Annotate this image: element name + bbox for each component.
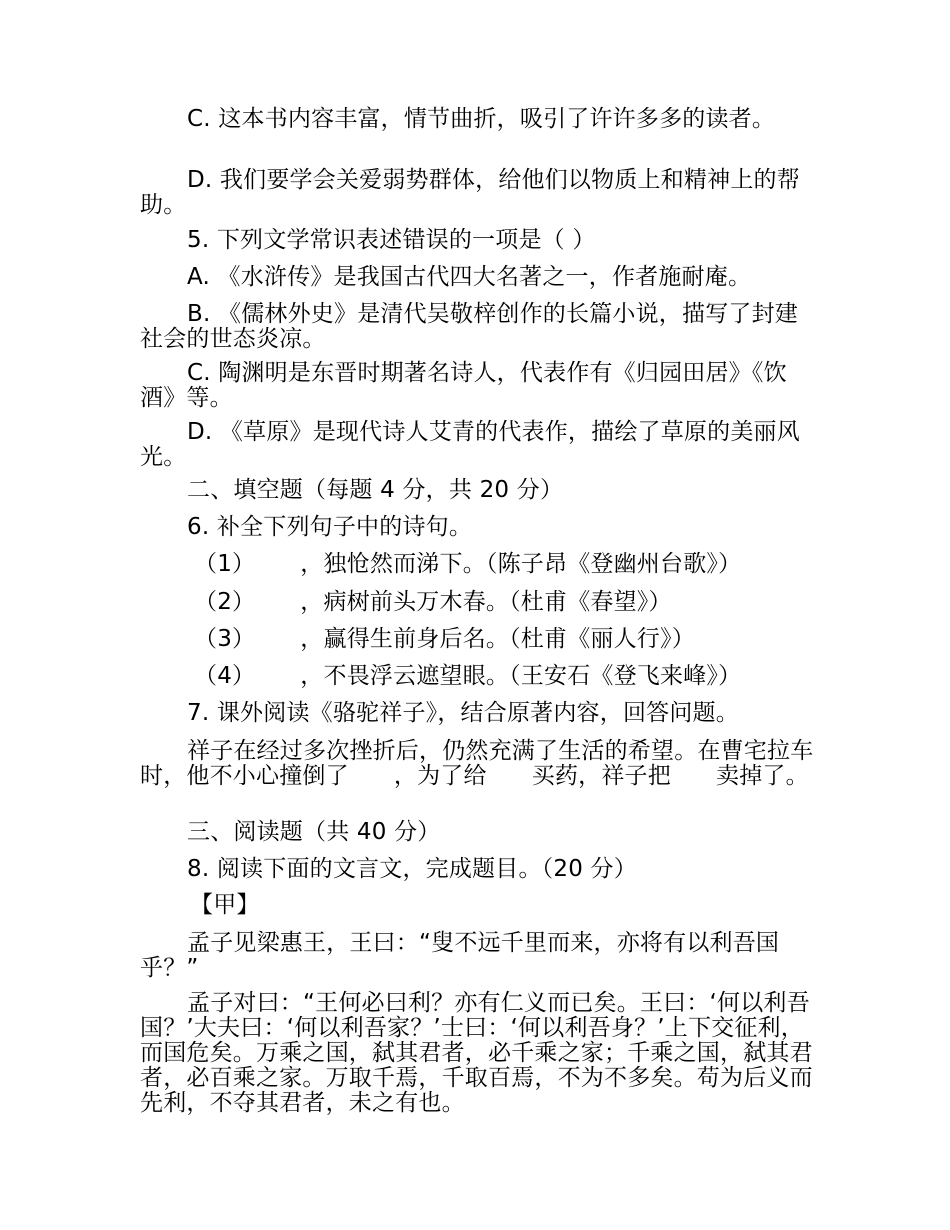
question-6-item-1 — [140, 552, 820, 577]
section-2-heading: 二、填空题（每题 4 分，共 20 分） — [187, 477, 564, 503]
classical-passage-1: 孟子见梁惠王，王曰：“叟不远千里而来，亦将有以利吾国乎？” — [140, 930, 780, 981]
question-6-item-4 — [140, 664, 820, 689]
question-7-passage: 祥子在经过多次挫折后，仍然充满了生活的希望。在曹宅拉车时，他不小心撞倒了 ，为了给 买药，祥子把 卖掉了。 — [140, 738, 814, 789]
question-5-option-a: A. 《水浒传》是我国古代四大名著之一，作者施耐庵。 — [187, 264, 752, 290]
option-c-sentence: C. 这本书内容丰富，情节曲折，吸引了许许多多的读者。 — [187, 106, 776, 132]
question-5-option-c: C. 陶渊明是东晋时期著名诗人，代表作有《归园田居》《饮酒》等。 — [140, 360, 787, 411]
question-5-option-d: D. 《草原》是现代诗人艾青的代表作，描绘了草原的美丽风光。 — [140, 419, 800, 470]
question-6-item-3 — [140, 627, 820, 652]
question-6-item-3-text: （3） ，赢得生前身后名。（杜甫《丽人行》） — [194, 626, 695, 652]
question-6-stem: 6. 补全下列句子中的诗句。 — [187, 514, 473, 540]
question-6-item-2 — [140, 590, 820, 615]
section-3-heading: 三、阅读题（共 40 分） — [187, 819, 441, 845]
option-d-sentence: D. 我们要学会关爱弱势群体，给他们以物质上和精神上的帮助。 — [140, 167, 800, 218]
question-6-item-1-text: （1） ，独怆然而涕下。（陈子昂《登幽州台歌》） — [194, 551, 742, 577]
question-6-item-4-text: （4） ，不畏浮云遮望眼。（王安石《登飞来峰》） — [194, 663, 742, 689]
question-5-option-b: B. 《儒林外史》是清代吴敬梓创作的长篇小说，描写了封建社会的世态炎凉。 — [140, 301, 799, 352]
classical-passage-2: 孟子对曰：“王何必曰利？亦有仁义而已矣。王曰：‘何以利吾国？’大夫曰：‘何以利吾家？’士曰：‘何以利吾身？’上下交征利，而国危矣。万乘之国，弑其君者，必千乘之家；千乘之国，弑其君者，必百乘之家。万取千焉，千取百焉，不为不多矣。苟为后义而先利，不夺其君者，未之有也。 — [140, 990, 813, 1116]
question-7-stem: 7. 课外阅读《骆驼祥子》，结合原著内容，回答问题。 — [187, 700, 739, 726]
question-8-stem: 8. 阅读下面的文言文，完成题目。（20 分） — [187, 856, 637, 882]
question-5-stem: 5. 下列文学常识表述错误的一项是（ ） — [187, 227, 596, 253]
passage-label-jia: 【甲】 — [190, 892, 260, 918]
question-6-item-2-text: （2） ，病树前头万木春。（杜甫《春望》） — [194, 589, 672, 615]
